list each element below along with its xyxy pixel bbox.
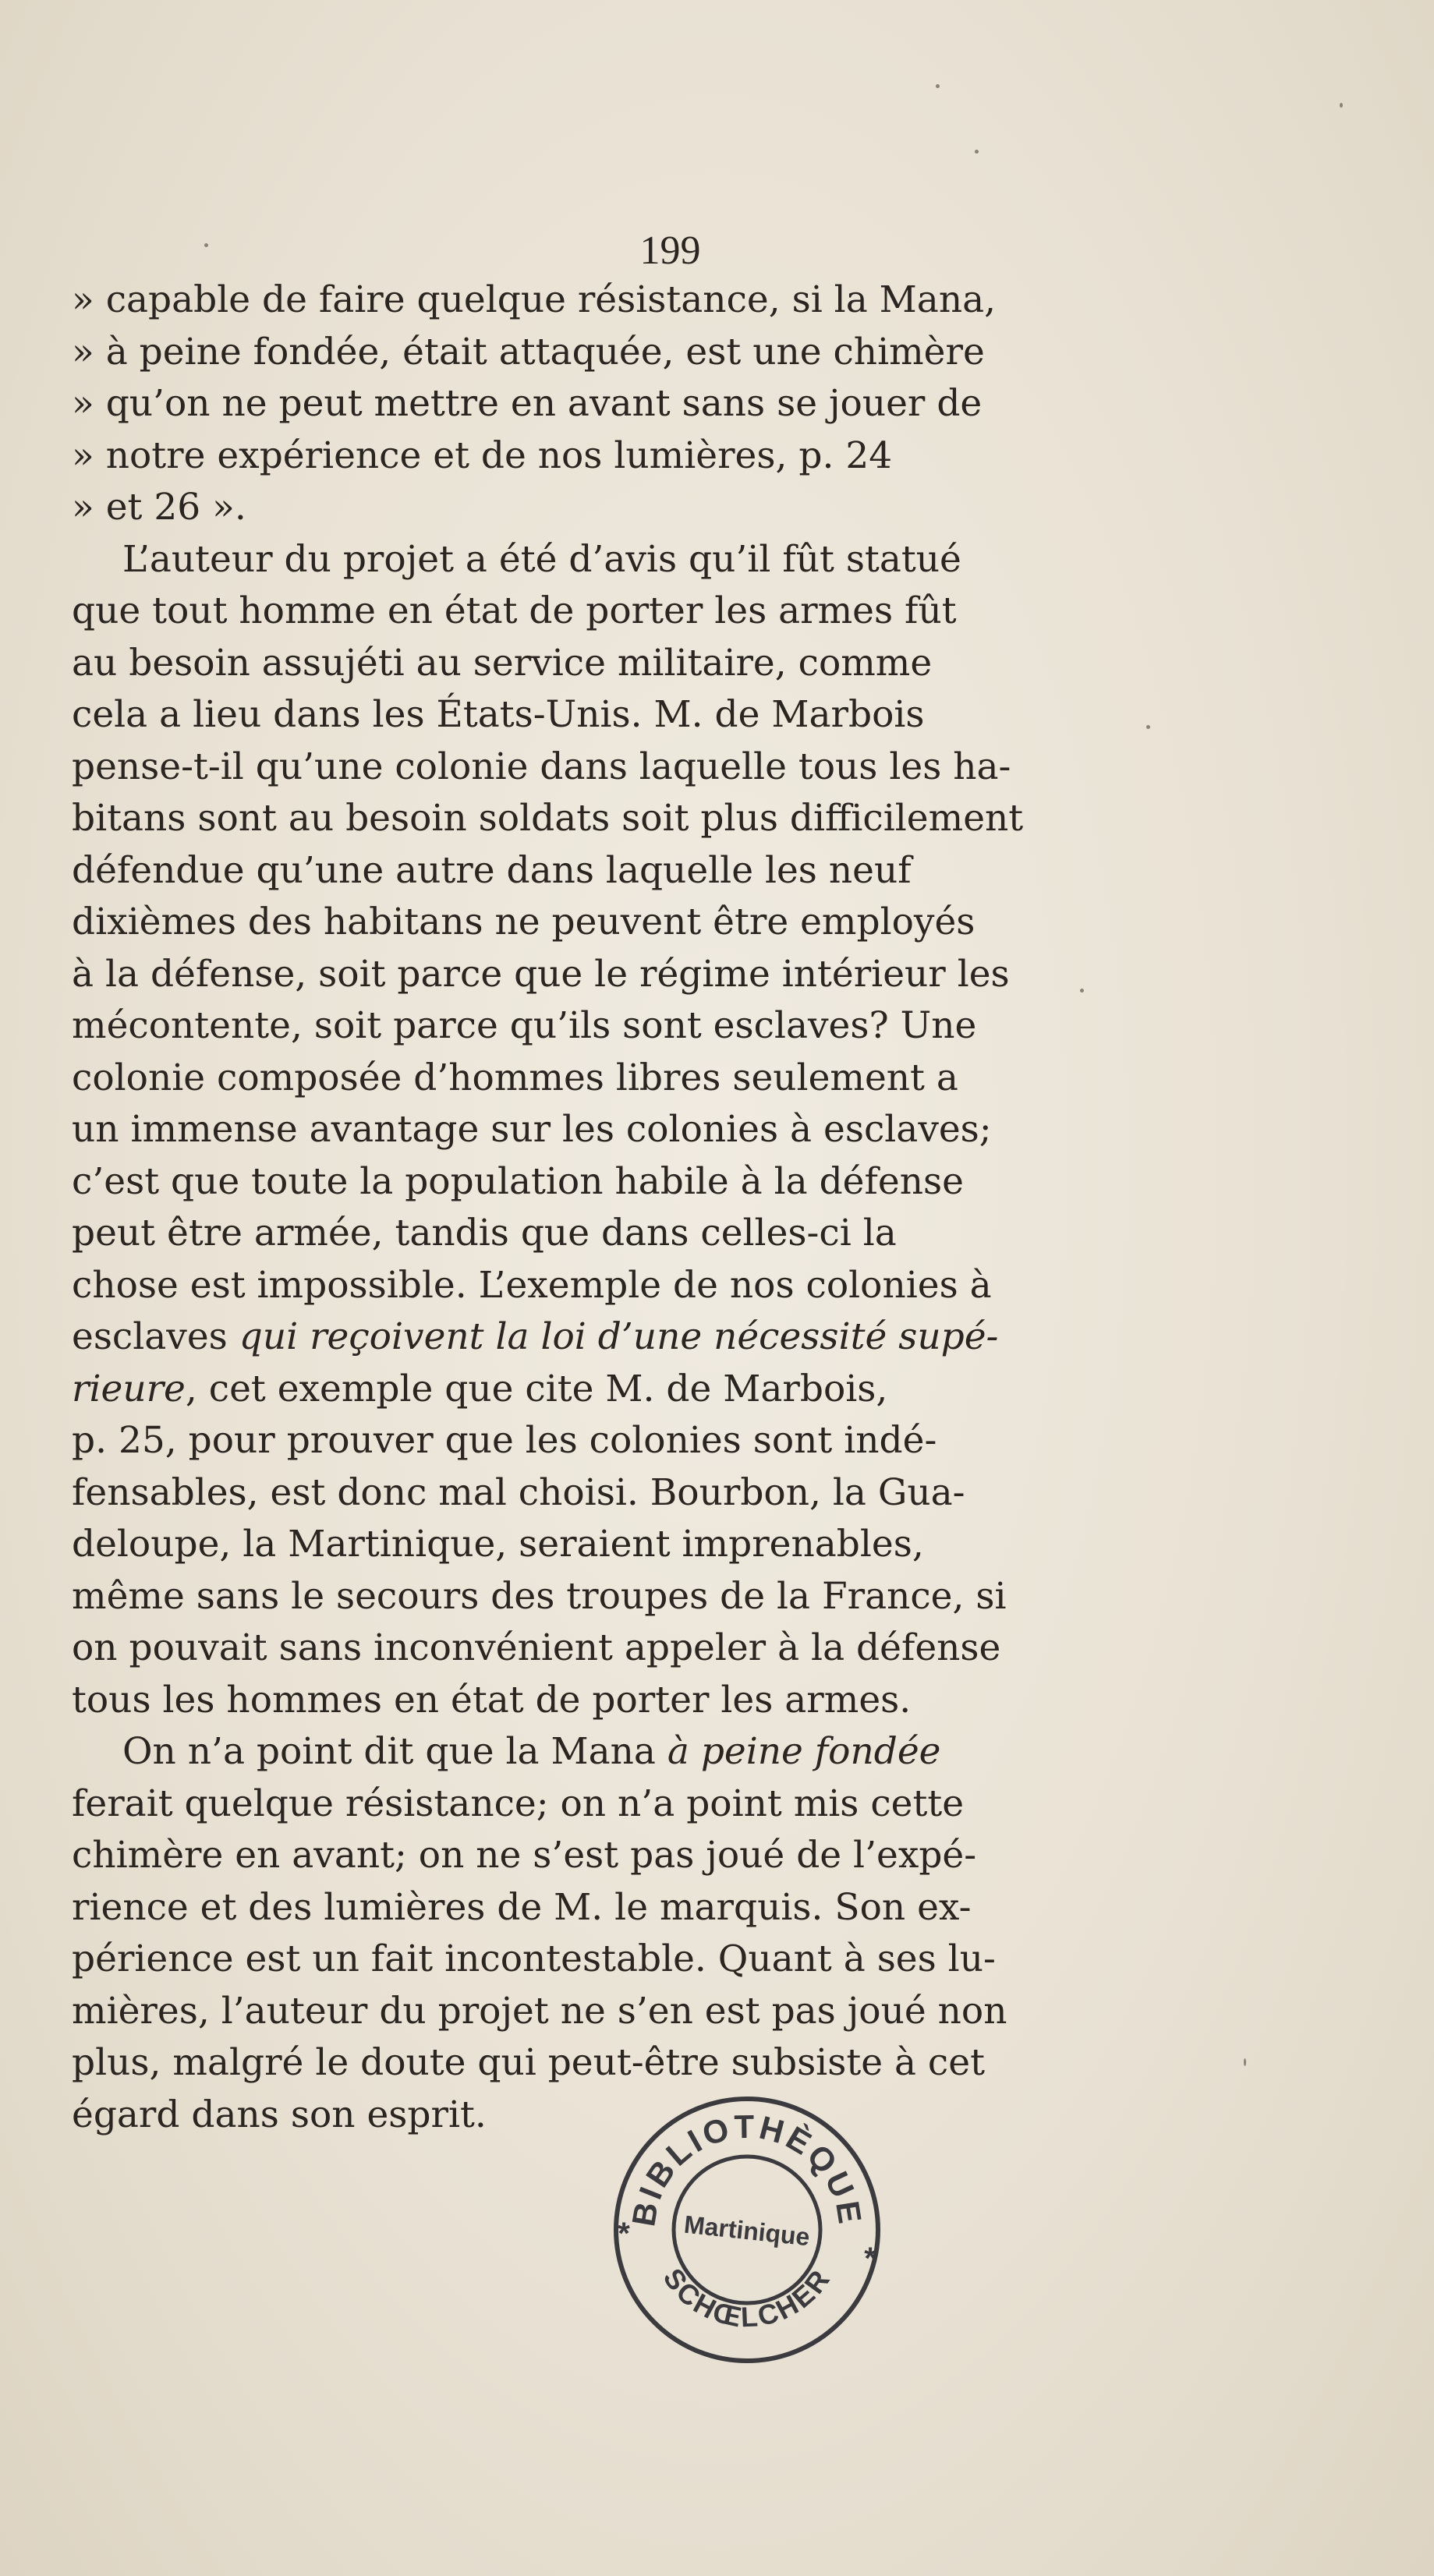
text-line — [72, 1726, 1085, 1778]
text-line: un immense avantage sur les colonies à esclaves; — [72, 1108, 992, 1151]
text-line: rience et des lumières de M. le marquis. Son ex- — [72, 1885, 972, 1929]
paper-speck — [1340, 103, 1343, 108]
text-line: à la défense, soit parce que le régime intérieur les — [72, 952, 1010, 996]
text-segment: esclaves — [72, 1315, 239, 1358]
text-line — [72, 1311, 1085, 1364]
text-line: » et 26 ». — [72, 486, 246, 529]
text-line: périence est un fait incontestable. Quant à ses lu- — [72, 1937, 996, 1980]
text-line: égard dans son esprit. — [72, 2093, 487, 2136]
italic-text-segment: qui reçoivent la loi d’une nécessité supé- — [239, 1315, 999, 1358]
text-line: dixièmes des habitans ne peuvent être employés — [72, 901, 975, 943]
text-line: plus, malgré le doute qui peut-être subsiste à cet — [72, 2041, 985, 2084]
paper-speck — [975, 150, 979, 154]
body-text — [72, 226, 1085, 2141]
text-line: cela a lieu dans les États-Unis. M. de Marbois — [72, 693, 925, 736]
text-line: tous les hommes en état de porter les armes. — [72, 1678, 912, 1721]
stamp-top-text: BIBLIOTHÈQUE — [625, 2107, 869, 2229]
paper-speck — [1080, 989, 1084, 993]
text-line: chimère en avant; on ne s’est pas joué de l’expé- — [72, 1834, 977, 1877]
text-line — [72, 1364, 1085, 1416]
stamp-star-left: * — [618, 2217, 630, 2251]
paper-speck — [1146, 725, 1150, 729]
text-line: colonie composée d’hommes libres seulement a — [72, 1056, 958, 1099]
text-line: au besoin assujéti au service militaire, comme — [72, 641, 933, 685]
stamp-star-right: * — [864, 2242, 876, 2276]
text-line: pense-t-il qu’une colonie dans laquelle tous les ha- — [72, 745, 1011, 788]
text-line: fensables, est donc mal choisi. Bourbon, la Gua- — [72, 1470, 965, 1514]
paper-speck — [204, 243, 208, 247]
page-number: 199 — [639, 228, 701, 273]
stamp-center-text: Martinique — [682, 2210, 812, 2252]
italic-text-segment: à peine fondée — [667, 1730, 941, 1773]
text-line: » capable de faire quelque résistance, si la Mana, — [72, 278, 997, 321]
text-segment: On n’a point dit que la Mana — [122, 1730, 667, 1773]
text-line: bitans sont au besoin soldats soit plus difficilement — [72, 797, 1024, 840]
text-line: peut être armée, tandis que dans celles-ci la — [72, 1212, 897, 1254]
text-line: ferait quelque résistance; on n’a point mis cette — [72, 1782, 965, 1825]
italic-text-segment: rieure — [72, 1367, 186, 1410]
text-line: » à peine fondée, était attaquée, est une chimère — [72, 330, 985, 373]
text-line: mières, l’auteur du projet ne s’en est pas joué non — [72, 1989, 1007, 2033]
text-line: chose est impossible. L’exemple de nos colonies à — [72, 1263, 992, 1307]
text-lines — [72, 274, 1085, 2141]
text-segment: , cet exemple que cite M. de Marbois, — [185, 1367, 888, 1410]
text-line: on pouvait sans inconvénient appeler à la défense — [72, 1626, 1001, 1669]
paper-speck — [936, 84, 940, 88]
text-line: deloupe, la Martinique, seraient imprenables, — [72, 1523, 924, 1566]
text-line: mécontente, soit parce qu’ils sont esclaves? Une — [72, 1004, 977, 1047]
text-line: même sans le secours des troupes de la France, si — [72, 1574, 1007, 1618]
text-line: » qu’on ne peut mettre en avant sans se jouer de — [72, 382, 983, 425]
library-stamp-icon — [607, 2089, 887, 2370]
stamp-bottom-text: SCHŒLCHER — [657, 2262, 837, 2334]
paper-speck — [1244, 2058, 1246, 2066]
text-line: » notre expérience et de nos lumières, p. 24 — [72, 433, 893, 477]
text-line: défendue qu’une autre dans laquelle les neuf — [72, 848, 912, 892]
text-line: L’auteur du projet a été d’avis qu’il fût statué — [122, 537, 961, 581]
text-line: c’est que toute la population habile à la défense — [72, 1159, 964, 1203]
text-line: p. 25, pour prouver que les colonies sont indé- — [72, 1419, 937, 1462]
text-line: que tout homme en état de porter les armes fût — [72, 589, 957, 632]
